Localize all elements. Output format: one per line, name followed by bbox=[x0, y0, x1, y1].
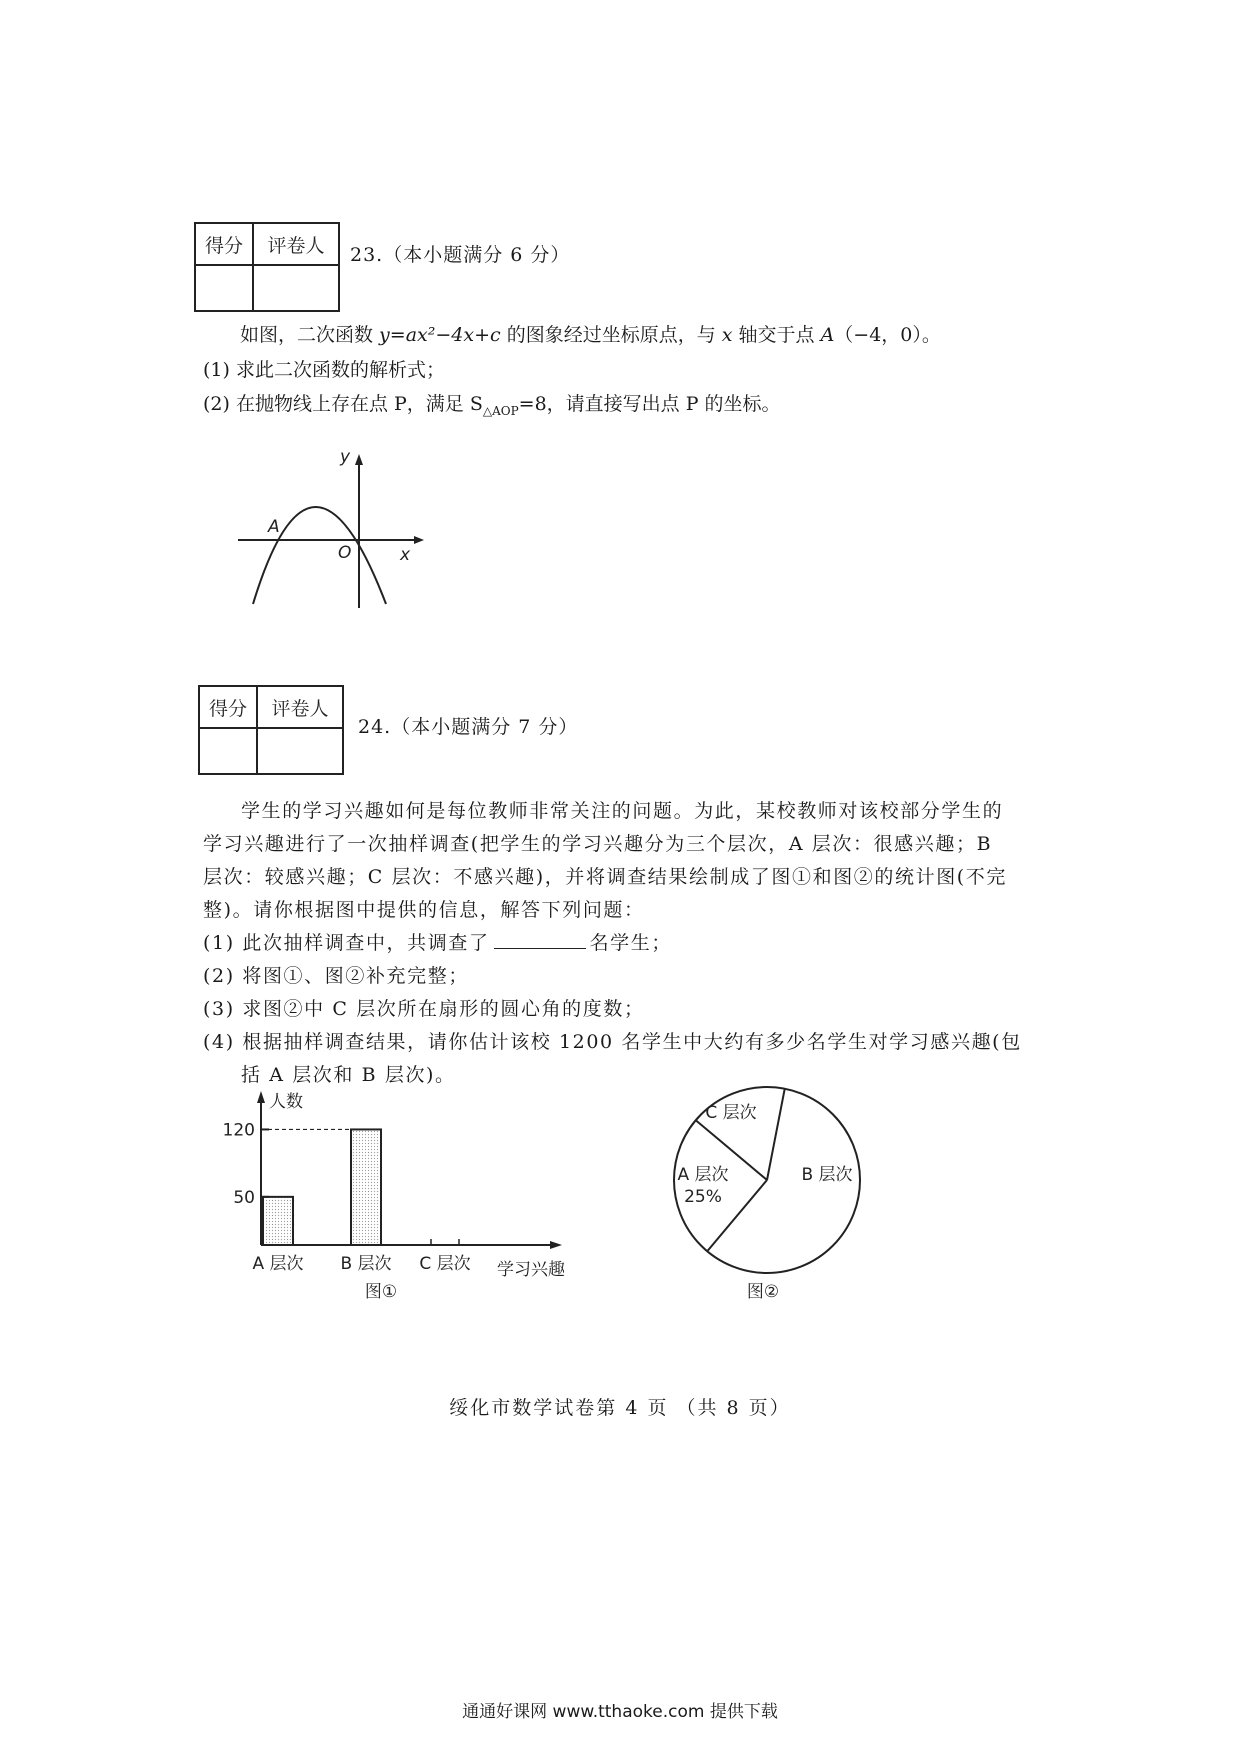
answer-blank[interactable] bbox=[494, 930, 586, 949]
item-2-subscript: △AOP bbox=[482, 403, 519, 418]
y-axis-label: y bbox=[340, 447, 351, 467]
pie-caption: 图② bbox=[746, 1282, 780, 1300]
page-footer: 绥化市数学试卷第 4 页 （共 8 页） bbox=[449, 1397, 791, 1419]
bar-chart bbox=[205, 1085, 600, 1305]
pie-chart bbox=[655, 1070, 895, 1300]
bar-y-label: 人数 bbox=[269, 1092, 303, 1112]
grader-header: 评卷人 bbox=[257, 686, 343, 728]
item-2-text-2: =8，请直接写出点 P 的坐标。 bbox=[518, 393, 781, 415]
paragraph-line: 层次：较感兴趣；C 层次：不感兴趣)，并将调查结果绘制成了图①和图②的统计图(不完 bbox=[203, 866, 1008, 888]
grader-cell[interactable] bbox=[257, 728, 343, 774]
bar-category-label: B 层次 bbox=[340, 1254, 392, 1274]
stem-x: x bbox=[721, 324, 733, 346]
bar-y-tick-label: 120 bbox=[222, 1120, 255, 1141]
pie-slice-label: B 层次 bbox=[801, 1165, 853, 1185]
item-1-suffix: 名学生； bbox=[589, 932, 672, 954]
parabola-graph bbox=[230, 440, 430, 610]
question-24-item-4: (4) 根据抽样调查结果，请你估计该校 1200 名学生中大约有多少名学生对学习感兴趣(包 bbox=[203, 1031, 1022, 1053]
question-23-stem bbox=[240, 323, 941, 347]
bar-x-axis-arrow bbox=[550, 1241, 562, 1249]
pie-slice-label: A 层次 bbox=[677, 1165, 729, 1185]
score-cell[interactable] bbox=[195, 265, 253, 311]
question-23-title: 23.（本小题满分 6 分） bbox=[350, 244, 571, 266]
question-23-item-2 bbox=[203, 392, 781, 423]
paragraph-line: 整)。请你根据图中提供的信息，解答下列问题： bbox=[203, 899, 645, 921]
score-header: 得分 bbox=[199, 686, 257, 728]
stem-text-1: 如图，二次函数 bbox=[240, 324, 380, 346]
grader-cell[interactable] bbox=[253, 265, 339, 311]
score-table-q24 bbox=[198, 685, 344, 775]
pie-slice-label: C 层次 bbox=[705, 1103, 757, 1123]
score-cell[interactable] bbox=[199, 728, 257, 774]
bar-category-label: C 层次 bbox=[419, 1254, 471, 1274]
grader-header: 评卷人 bbox=[253, 223, 339, 265]
stem-coords: （−4，0）。 bbox=[834, 324, 941, 346]
question-24-item-3: (3) 求图②中 C 层次所在扇形的圆心角的度数； bbox=[203, 998, 645, 1020]
bar-y-axis-arrow bbox=[257, 1091, 265, 1103]
y-axis-arrow bbox=[355, 454, 363, 465]
score-header: 得分 bbox=[195, 223, 253, 265]
score-table-q23 bbox=[194, 222, 340, 312]
bar-1 bbox=[351, 1129, 381, 1245]
paragraph-line: 学生的学习兴趣如何是每位教师非常关注的问题。为此，某校教师对该校部分学生的 bbox=[241, 800, 1004, 822]
paragraph-line: 学习兴趣进行了一次抽样调查(把学生的学习兴趣分为三个层次，A 层次：很感兴趣；B bbox=[203, 833, 993, 855]
x-axis-label: x bbox=[400, 545, 411, 565]
bar-category-label: A 层次 bbox=[252, 1254, 304, 1274]
stem-text-3: 轴交于点 bbox=[732, 324, 821, 346]
question-24-item-4-cont: 括 A 层次和 B 层次)。 bbox=[241, 1064, 456, 1086]
stem-text-2: 的图象经过坐标原点，与 bbox=[500, 324, 722, 346]
item-2-text-1: (2) 在抛物线上存在点 P，满足 S bbox=[203, 393, 483, 415]
question-24-item-1 bbox=[203, 927, 1022, 960]
x-axis-arrow bbox=[414, 536, 424, 544]
bar-0 bbox=[263, 1197, 293, 1245]
question-24-title: 24.（本小题满分 7 分） bbox=[358, 716, 579, 738]
website-credit: 通通好课网 www.tthaoke.com 提供下载 bbox=[462, 1702, 778, 1722]
point-a-label: A bbox=[268, 517, 280, 537]
item-1-text: (1) 此次抽样调查中，共调查了 bbox=[203, 932, 490, 954]
stem-formula: y=ax²−4x+c bbox=[379, 324, 501, 346]
bar-y-tick-label: 50 bbox=[233, 1187, 255, 1208]
question-24-item-2: (2) 将图①、图②补充完整； bbox=[203, 965, 469, 987]
pie-value-label: 25% bbox=[684, 1187, 722, 1207]
question-23-item-1: (1) 求此二次函数的解析式； bbox=[203, 359, 445, 381]
question-24-paragraph bbox=[203, 795, 1022, 1092]
bar-caption: 图① bbox=[364, 1282, 398, 1302]
stem-point: A bbox=[820, 324, 835, 346]
bar-x-label: 学习兴趣 bbox=[497, 1260, 565, 1280]
origin-label: O bbox=[338, 543, 352, 563]
